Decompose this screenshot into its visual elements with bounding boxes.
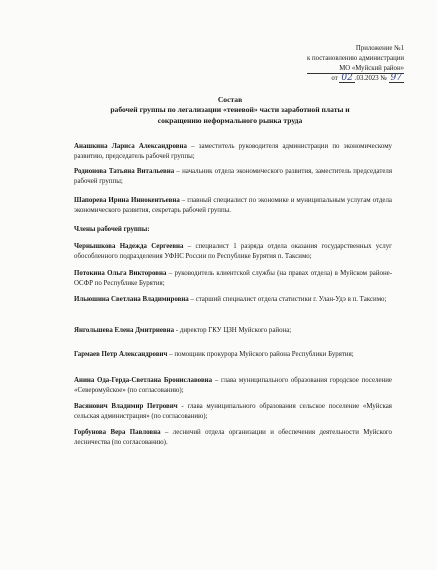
person-name: Гармаев Петр Александрович: [74, 351, 168, 358]
separator: –: [160, 429, 173, 436]
appendix-municipality: МО «Муйский район»: [307, 64, 404, 75]
separator: –: [174, 168, 183, 175]
leadership-entry: [74, 196, 392, 216]
person-role: лесничий отдела организации и обеспечения деятельности Муйского лесничества (по согласованию).: [74, 429, 393, 447]
title-line-1: Состав: [217, 95, 243, 104]
date-rest: .03.2023 №: [354, 75, 387, 83]
appendix-block: [307, 44, 404, 84]
date-day-handwritten: 02: [341, 73, 353, 84]
person-name: Шапорева Ирина Иннокентьевна: [74, 197, 180, 204]
person-role: директор ГКУ ЦЗН Муйского района;: [179, 327, 292, 334]
person-role: главный специалист по экономике и муниципальным услугам отдела экономического развития, секретарь рабочей группы.: [74, 197, 392, 215]
member-entry: [74, 326, 392, 336]
person-role: старший специалист отдела статистики г. Улан-Удэ в п. Таксимо;: [195, 296, 387, 303]
member-entry: [74, 428, 392, 448]
leadership-entry: [74, 142, 392, 162]
date-prefix: от: [331, 75, 338, 83]
person-name: Чернышкова Надежда Сергеевна: [74, 243, 184, 250]
member-entry: [74, 295, 392, 305]
members-heading: Члены рабочей группы:: [74, 226, 150, 233]
person-role: начальник отдела экономического развития, заместитель председателя рабочей группы;: [74, 168, 393, 186]
member-entry: [74, 269, 392, 289]
person-name: Потокина Ольга Викторовна: [74, 270, 167, 277]
appendix-reference: к постановлению администрации: [307, 54, 404, 62]
person-role: специалист 1 разряда отдела оказания государственных услуг обособленного подразделения УФНС России по Республике Бурятия п. Таксимо;: [74, 243, 392, 261]
title-line-3: сокращению неформального рынка труда: [157, 115, 303, 125]
separator: –: [212, 377, 221, 384]
person-role: глава муниципального образования городское поселение «Северомуйское» (по согласованию);: [74, 377, 392, 395]
member-entry: [74, 402, 392, 422]
person-name: Анашкина Лариса Александровна: [74, 143, 187, 150]
leadership-entry: [74, 167, 392, 187]
separator: –: [183, 243, 196, 250]
separator: –: [179, 197, 188, 204]
person-name: Горбунова Вера Павловна: [74, 429, 161, 436]
member-entry: [74, 376, 392, 396]
appendix-date: [307, 74, 404, 84]
person-name: Родионова Татьяна Витальевна: [74, 168, 175, 175]
separator: -: [174, 327, 180, 334]
separator: –: [188, 296, 196, 303]
separator: –: [166, 270, 175, 277]
document-title: [60, 95, 400, 126]
separator: –: [186, 143, 199, 150]
person-name: Янгольшева Елена Дмитриевна: [74, 327, 175, 334]
document-number-handwritten: 97: [390, 73, 402, 84]
person-role: заместитель руководителя администрации по экономическому развитию, председатель рабочей группы;: [74, 143, 392, 161]
separator: -: [177, 403, 188, 410]
title-line-2: рабочей группы по легализации «теневой» части заработной платы и: [110, 105, 350, 115]
member-entry: [74, 242, 392, 262]
appendix-number: Приложение №1: [355, 45, 404, 52]
member-entry: [74, 350, 392, 360]
person-name: Анина Ода-Герда-Светлана Брониславовна: [74, 377, 213, 384]
person-name: Ильюшина Светлана Владимировна: [74, 296, 189, 303]
person-name: Васянович Владимир Петрович: [74, 403, 178, 410]
person-role: глава муниципального образования сельское поселение «Муйская сельская администрация» (по согласованию);: [74, 403, 392, 421]
separator: –: [167, 351, 175, 358]
person-role: руководитель клиентской службы (на правах отдела) в Муйском районе- ОСФР по Республике Бурятия;: [74, 270, 392, 288]
person-role: помощник прокурора Муйского района Республики Бурятия;: [174, 351, 354, 358]
